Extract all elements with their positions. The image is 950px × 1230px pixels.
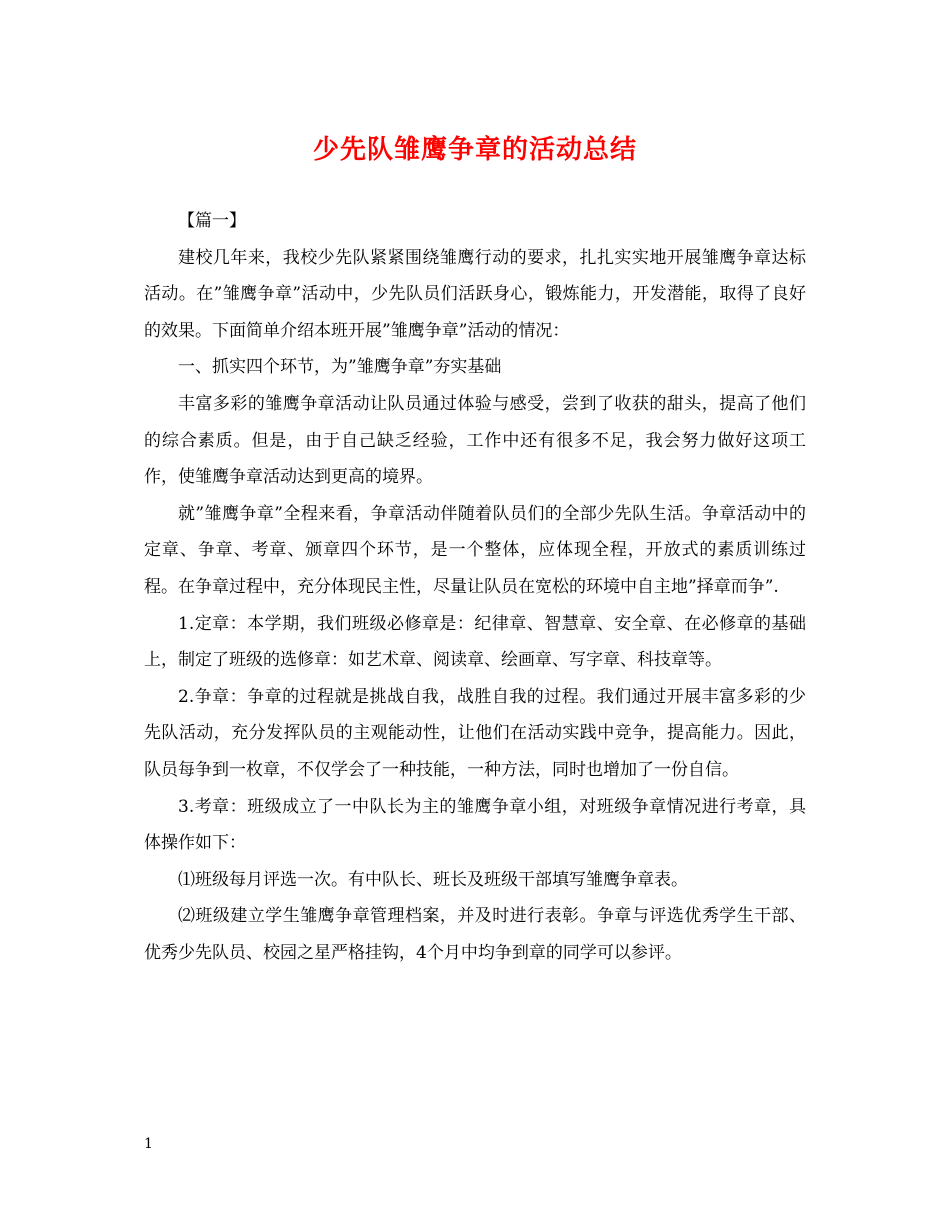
paragraph-compete-badges: 2.争章：争章的过程就是挑战自我，战胜自我的过程。我们通过开展丰富多彩的少先队活动，充分发挥队员的主观能动性，让他们在活动实践中竞争，提高能力。因此，队员每争到一枚章，不仅学会了一种技能，一种方法，同时也增加了一份自信。 (144, 686, 806, 780)
paragraph-examine-badges: 3.考章：班级成立了一中队长为主的雏鹰争章小组，对班级争章情况进行考章，具体操作如下： (144, 796, 806, 854)
section-heading-part-one: 【篇一】 (178, 211, 246, 231)
paragraph-archive-management: ⑵班级建立学生雏鹰争章管理档案，并及时进行表彰。争章与评选优秀学生干部、优秀少先队员、校园之星严格挂钩，4个月中均争到章的同学可以参评。 (144, 906, 806, 963)
paragraph-intro: 建校几年来，我校少先队紧紧围绕雏鹰行动的要求，扎扎实实地开展雏鹰争章达标活动。在”雏鹰争章”活动中，少先队员们活跃身心，锻炼能力，开发潜能，取得了良好的效果。下面简单介绍本班开展”雏鹰争章”活动的情况： (144, 247, 806, 341)
section-heading-four-links: 一、抓实四个环节，为”雏鹰争章”夯实基础 (178, 357, 502, 378)
document-title: 少先队雏鹰争章的活动总结 (312, 135, 637, 165)
paragraph-rich-activities: 丰富多彩的雏鹰争章活动让队员通过体验与感受，尝到了收获的甜头，提高了他们的综合素质。但是，由于自己缺乏经验，工作中还有很多不足，我会努力做好这项工作，使雏鹰争章活动达到更高的境界。 (144, 393, 806, 488)
paragraph-monthly-selection: ⑴班级每月评选一次。有中队长、班长及班级干部填写雏鹰争章表。 (178, 869, 688, 890)
paragraph-set-badges: 1.定章：本学期，我们班级必修章是：纪律章、智慧章、安全章、在必修章的基础上，制定了班级的选修章：如艺术章、阅读章、绘画章、写字章、科技章等。 (144, 613, 806, 671)
document-body (144, 203, 806, 971)
paragraph-whole-process: 就”雏鹰争章”全程来看，争章活动伴随着队员们的全部少先队生活。争章活动中的定章、争章、考章、颁章四个环节，是一个整体，应体现全程，开放式的素质训练过程。在争章过程中，充分体现民主性，尽量让队员在宽松的环境中自主地”择章而争”. (144, 503, 806, 597)
page-number: 1 (144, 1136, 153, 1152)
